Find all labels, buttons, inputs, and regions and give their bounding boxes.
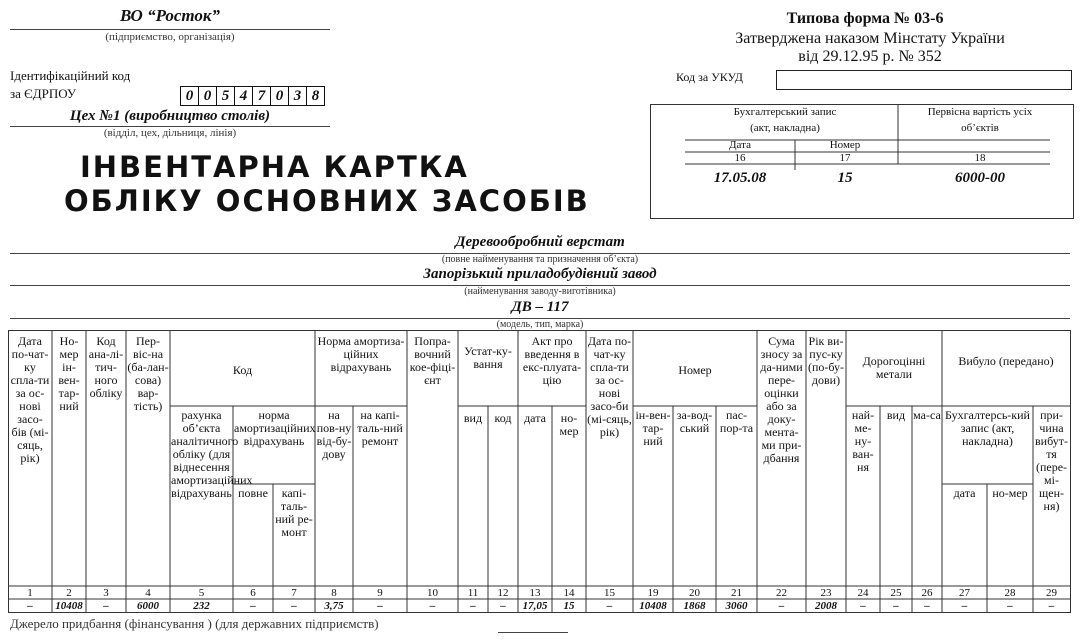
column-number: 4 [145, 587, 151, 599]
data-cell: 3060 [725, 600, 748, 612]
edrpou-label-2: за ЄДРПОУ [10, 86, 77, 101]
dept-name: Цех №1 (виробництво столів) [69, 108, 271, 124]
data-cell: 10408 [55, 600, 83, 612]
th-disp-date: дата [953, 486, 976, 500]
data-cell: 3,75 [324, 600, 344, 612]
object-name-caption: (повне найменування та призначення об’єкта) [441, 254, 639, 265]
edrpou-code-box [180, 86, 325, 106]
data-cell: 17,05 [522, 600, 548, 612]
column-number: 3 [103, 587, 109, 599]
source-label: Джерело придбання (фінансування ) (для державних підприємств) [10, 616, 379, 631]
model-name: ДВ – 117 [511, 299, 569, 315]
approved-line-2: від 29.12.95 р. № 352 [798, 48, 942, 65]
th-wear: Сума зносу за да-ними пере-оцінки або за доку-мента-ми при-дбання [760, 334, 803, 465]
org-caption: (підприємство, організація) [105, 31, 235, 43]
th-norm-deprec: Норма амортиза-ційних відрахувань [317, 334, 405, 374]
th-install: Устат-ку-вання [464, 344, 512, 371]
title-line-1: ІНВЕНТАРНА КАРТКА [80, 150, 469, 184]
title-line-2: ОБЛІКУ ОСНОВНИХ ЗАСОБІВ [64, 184, 590, 218]
column-number: 13 [529, 587, 541, 599]
data-cell: – [778, 600, 785, 612]
data-cell: – [500, 600, 506, 612]
column-number: 11 [467, 587, 479, 599]
column-number: 8 [331, 587, 337, 599]
th-code-small: код [494, 411, 512, 425]
th-passport: пас-пор-та [719, 408, 754, 435]
th-disp-record: Бухгалтерсь-кий запис (акт, накладна) [945, 408, 1030, 448]
data-cell: – [291, 600, 297, 612]
th-amort-norm: норма амортизаційних відрахувань [234, 408, 316, 448]
th-analytic-code: Код ана-лі-тич-ного обліку [88, 334, 124, 400]
dept-caption: (відділ, цех, дільниця, лінія) [103, 127, 237, 139]
column-number: 1 [27, 587, 33, 599]
data-cell: – [893, 600, 899, 612]
th-act-date: дата [524, 411, 546, 425]
th-disposed: Вибуло (передано) [958, 354, 1054, 368]
approved-line-1: Затверджена наказом Мінстату України [735, 30, 1005, 47]
record-header-1: Бухгалтерський запис [733, 106, 837, 118]
column-number: 14 [563, 587, 575, 599]
column-number: 26 [921, 587, 933, 599]
data-cell: – [961, 600, 968, 612]
column-number: 10 [427, 587, 438, 599]
manufacturer-caption: (найменування заводу-виготівника) [464, 286, 616, 297]
column-number: 23 [820, 587, 832, 599]
column-number: 28 [1004, 587, 1016, 599]
column-number: 15 [604, 587, 615, 599]
data-cell: 1868 [683, 600, 706, 612]
data-cell: 15 [563, 600, 575, 612]
data-cell: – [1048, 600, 1055, 612]
th-factory: за-вод-ський [676, 408, 713, 435]
column-number: 19 [647, 587, 659, 599]
col-16: 16 [734, 152, 746, 164]
column-number: 20 [689, 587, 700, 599]
th-metal-name: най-ме-ну-ван-ня [851, 408, 875, 474]
th-year: Рік ви-пус-ку (по-бу-дови) [807, 334, 845, 387]
data-cell: – [27, 600, 33, 612]
data-cell: – [429, 600, 436, 612]
column-number: 25 [890, 587, 902, 599]
org-name: ВО “Росток” [120, 6, 220, 25]
data-cell: – [1007, 600, 1013, 612]
edrpou-digit: 4 [235, 87, 253, 105]
model-caption: (модель, тип, марка) [496, 319, 584, 330]
column-number: 24 [857, 587, 869, 599]
number-value: 15 [837, 170, 853, 186]
edrpou-digit: 0 [271, 87, 289, 105]
col-18: 18 [974, 152, 986, 164]
object-name: Деревообробний верстат [455, 234, 625, 250]
col-17: 17 [839, 152, 851, 164]
column-number: 7 [291, 587, 297, 599]
date-label: Дата [729, 139, 751, 151]
data-cell: – [377, 600, 383, 612]
form-title: Типова форма № 03-6 [786, 10, 944, 27]
th-disp-number: но-мер [992, 486, 1028, 500]
data-cell: – [606, 600, 613, 612]
data-cell: – [103, 600, 109, 612]
column-number: 5 [198, 587, 205, 599]
th-kind: вид [463, 411, 483, 425]
edrpou-label-1: Ідентифікаційний код [10, 68, 131, 83]
th-capital: капі-таль-ний ре-монт [275, 486, 313, 539]
data-cell: – [250, 600, 256, 612]
th-full-restore: на пов-ну від-бу-дову [316, 408, 352, 461]
cost-value: 6000-00 [955, 170, 1005, 186]
th-account: рахунка об’єкта аналітичного обліку (для віднесення амортизаційних відрахувань [171, 408, 253, 500]
column-number: 27 [959, 587, 970, 599]
ukud-label: Код за УКУД [676, 70, 743, 84]
column-number: 12 [497, 587, 509, 599]
th-full: повне [238, 486, 268, 500]
column-number: 21 [731, 587, 742, 599]
column-number: 9 [377, 587, 383, 599]
edrpou-digit: 3 [289, 87, 307, 105]
edrpou-digit: 0 [181, 87, 199, 105]
data-cell: 232 [193, 600, 210, 612]
column-number: 2 [66, 587, 72, 599]
data-cell: – [470, 600, 476, 612]
edrpou-digit: 8 [311, 88, 320, 104]
column-number: 29 [1046, 587, 1057, 599]
data-cell: 10408 [639, 600, 667, 612]
data-cell: 6000 [137, 600, 159, 612]
th-disp-reason: при-чина вибут-тя (пере-мі-щен-ня) [1035, 408, 1068, 513]
date-value: 17.05.08 [713, 170, 767, 186]
ukud-field [776, 70, 1072, 90]
th-metal-mass: ма-са [913, 408, 941, 422]
edrpou-digit: 5 [217, 87, 235, 105]
number-label: Номер [829, 139, 861, 151]
th-inventory: ін-вен-тар-ний [635, 408, 671, 448]
th-start-date-2: Дата по-чат-ку спла-ти за ос-нові засо-би (мі-сяць, рік) [587, 334, 632, 439]
edrpou-digit: 0 [199, 87, 217, 105]
edrpou-digit: 7 [253, 87, 271, 105]
th-capital-repair: на капі-таль-ний ремонт [357, 408, 403, 448]
initial-cost-header-1: Первісна вартість усіх [927, 106, 1033, 118]
th-inventory-number: Но-мер ін-вен-тар-ний [58, 334, 80, 413]
column-number: 6 [250, 587, 256, 599]
th-start-date: Дата по-чат-ку спла-ти за ос-нові засо-бів (мі-сяць, рік) [10, 334, 50, 465]
th-metal-kind: вид [886, 408, 906, 422]
record-header-2: (акт, накладна) [750, 122, 820, 134]
data-cell: 2008 [815, 600, 837, 612]
th-code: Код [232, 363, 253, 377]
data-cell: – [924, 600, 930, 612]
data-cell: – [860, 600, 866, 612]
th-coefficient: Попра-вочний кое-фіці-єнт [409, 334, 456, 387]
column-number: 22 [776, 587, 787, 599]
th-metals: Дорогоцінні метали [862, 354, 926, 381]
initial-cost-header-2: об’єктів [961, 122, 999, 134]
th-initial-cost: Пер-віс-на (ба-лан-сова) вар-тість) [127, 334, 169, 413]
manufacturer-name: Запорізький приладобудівний завод [423, 266, 657, 282]
th-nomer: Номер [678, 363, 712, 377]
th-act: Акт про введення в екс-плуата-цію [522, 334, 582, 387]
th-act-number: но-мер [559, 411, 579, 438]
